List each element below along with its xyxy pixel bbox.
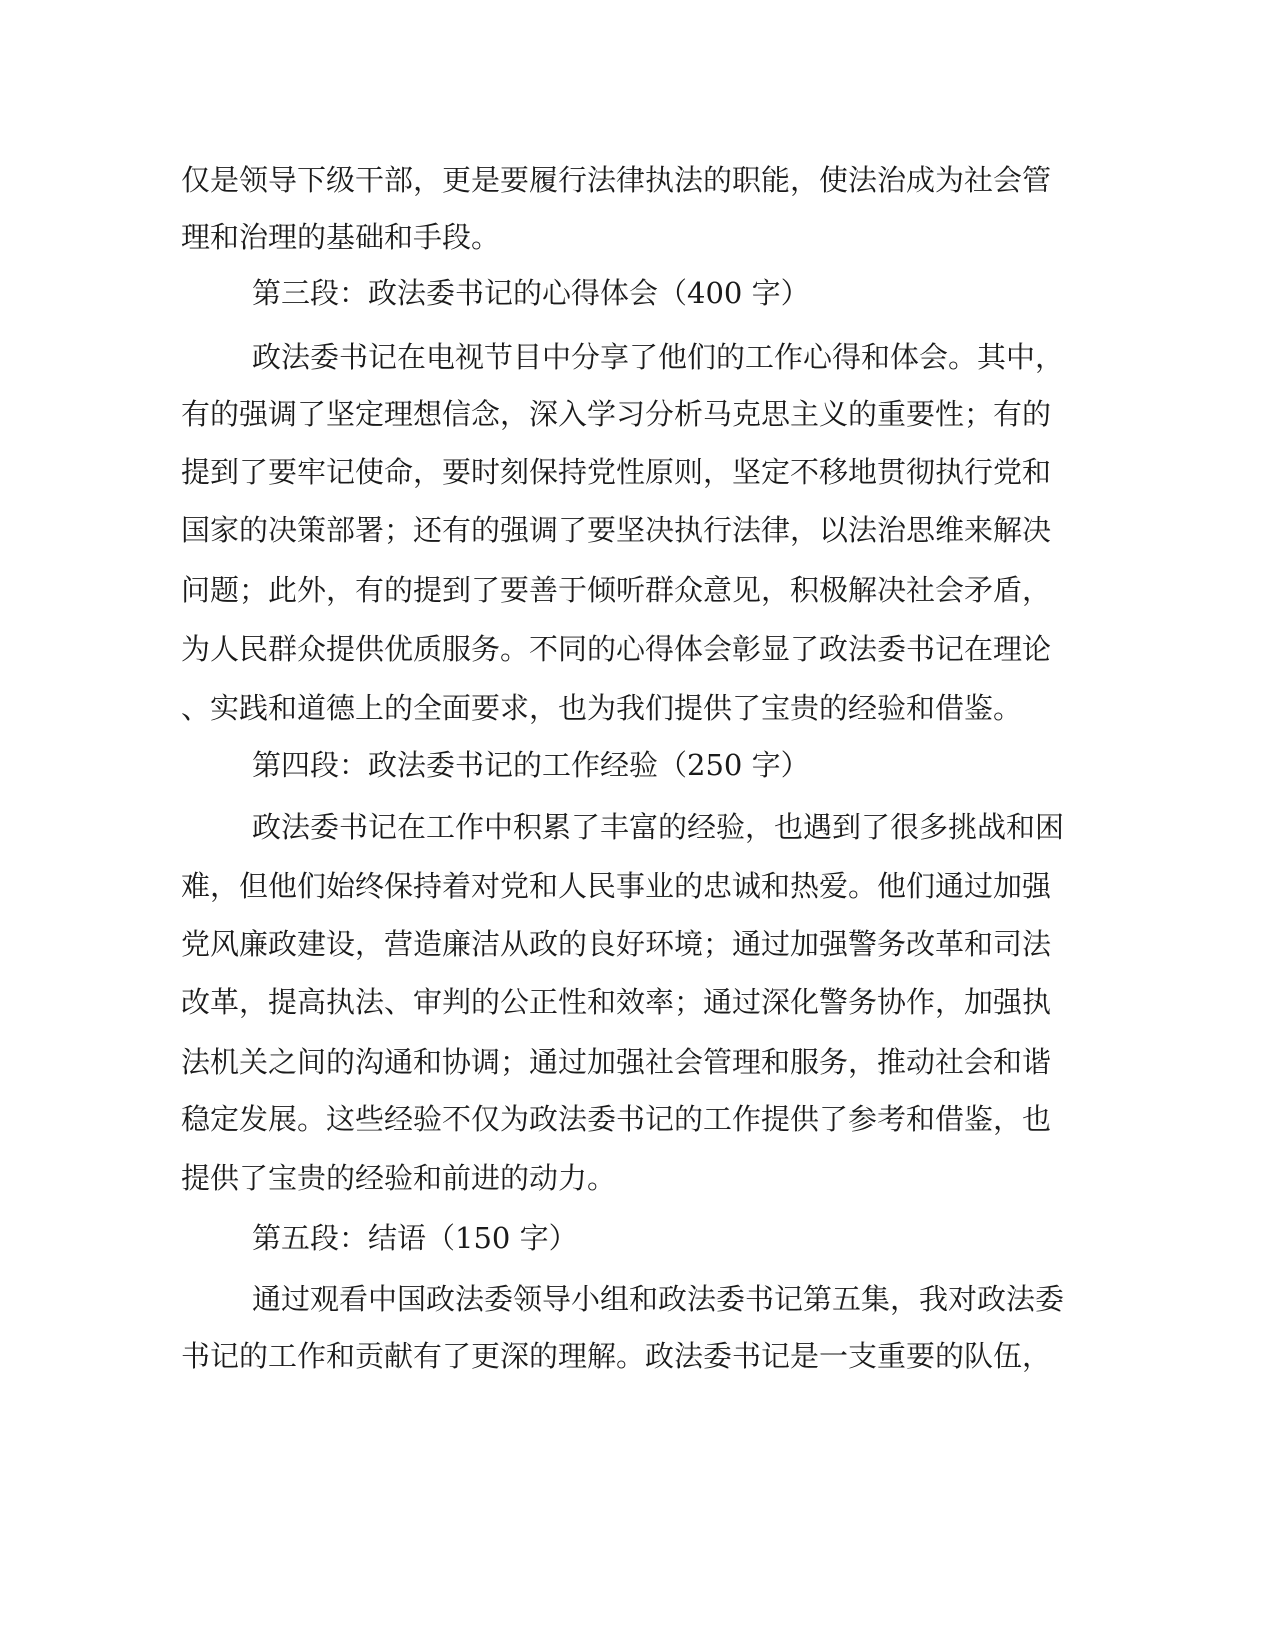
text-line: 法机关之间的沟通和协调；通过加强社会管理和服务，推动社会和谐 — [181, 1045, 1052, 1079]
text-line: 改革，提高执法、审判的公正性和效率；通过深化警务协作，加强执 — [181, 985, 1052, 1019]
text-line: 问题；此外，有的提到了要善于倾听群众意见，积极解决社会矛盾， — [181, 573, 1052, 607]
text-line: 政法委书记在电视节目中分享了他们的工作心得和体会。其中， — [252, 340, 1065, 374]
text-line: 政法委书记在工作中积累了丰富的经验，也遇到了很多挑战和困 — [252, 810, 1065, 844]
text-line: 为人民群众提供优质服务。不同的心得体会彰显了政法委书记在理论 — [181, 632, 1052, 666]
text-line: 稳定发展。这些经验不仅为政法委书记的工作提供了参考和借鉴，也 — [181, 1102, 1052, 1136]
text-line: 国家的决策部署；还有的强调了要坚决执行法律，以法治思维来解决 — [181, 513, 1052, 547]
text-line: 、实践和道德上的全面要求，也为我们提供了宝贵的经验和借鉴。 — [181, 691, 1023, 725]
text-line: 难，但他们始终保持着对党和人民事业的忠诚和热爱。他们通过加强 — [181, 869, 1052, 903]
text-line: 通过观看中国政法委领导小组和政法委书记第五集，我对政法委 — [252, 1282, 1065, 1316]
text-line: 提到了要牢记使命，要时刻保持党性原则，坚定不移地贯彻执行党和 — [181, 455, 1052, 489]
text-line: 提供了宝贵的经验和前进的动力。 — [181, 1161, 617, 1195]
section-heading: 第四段：政法委书记的工作经验（250 字） — [252, 748, 810, 782]
text-line: 党风廉政建设，营造廉洁从政的良好环境；通过加强警务改革和司法 — [181, 927, 1052, 961]
text-line: 有的强调了坚定理想信念，深入学习分析马克思主义的重要性；有的 — [181, 397, 1052, 431]
text-line: 书记的工作和贡献有了更深的理解。政法委书记是一支重要的队伍， — [181, 1339, 1052, 1373]
text-line: 理和治理的基础和手段。 — [181, 220, 501, 254]
section-heading: 第三段：政法委书记的心得体会（400 字） — [252, 276, 810, 310]
text-line: 仅是领导下级干部，更是要履行法律执法的职能，使法治成为社会管 — [181, 163, 1052, 197]
section-heading: 第五段：结语（150 字） — [252, 1221, 578, 1255]
